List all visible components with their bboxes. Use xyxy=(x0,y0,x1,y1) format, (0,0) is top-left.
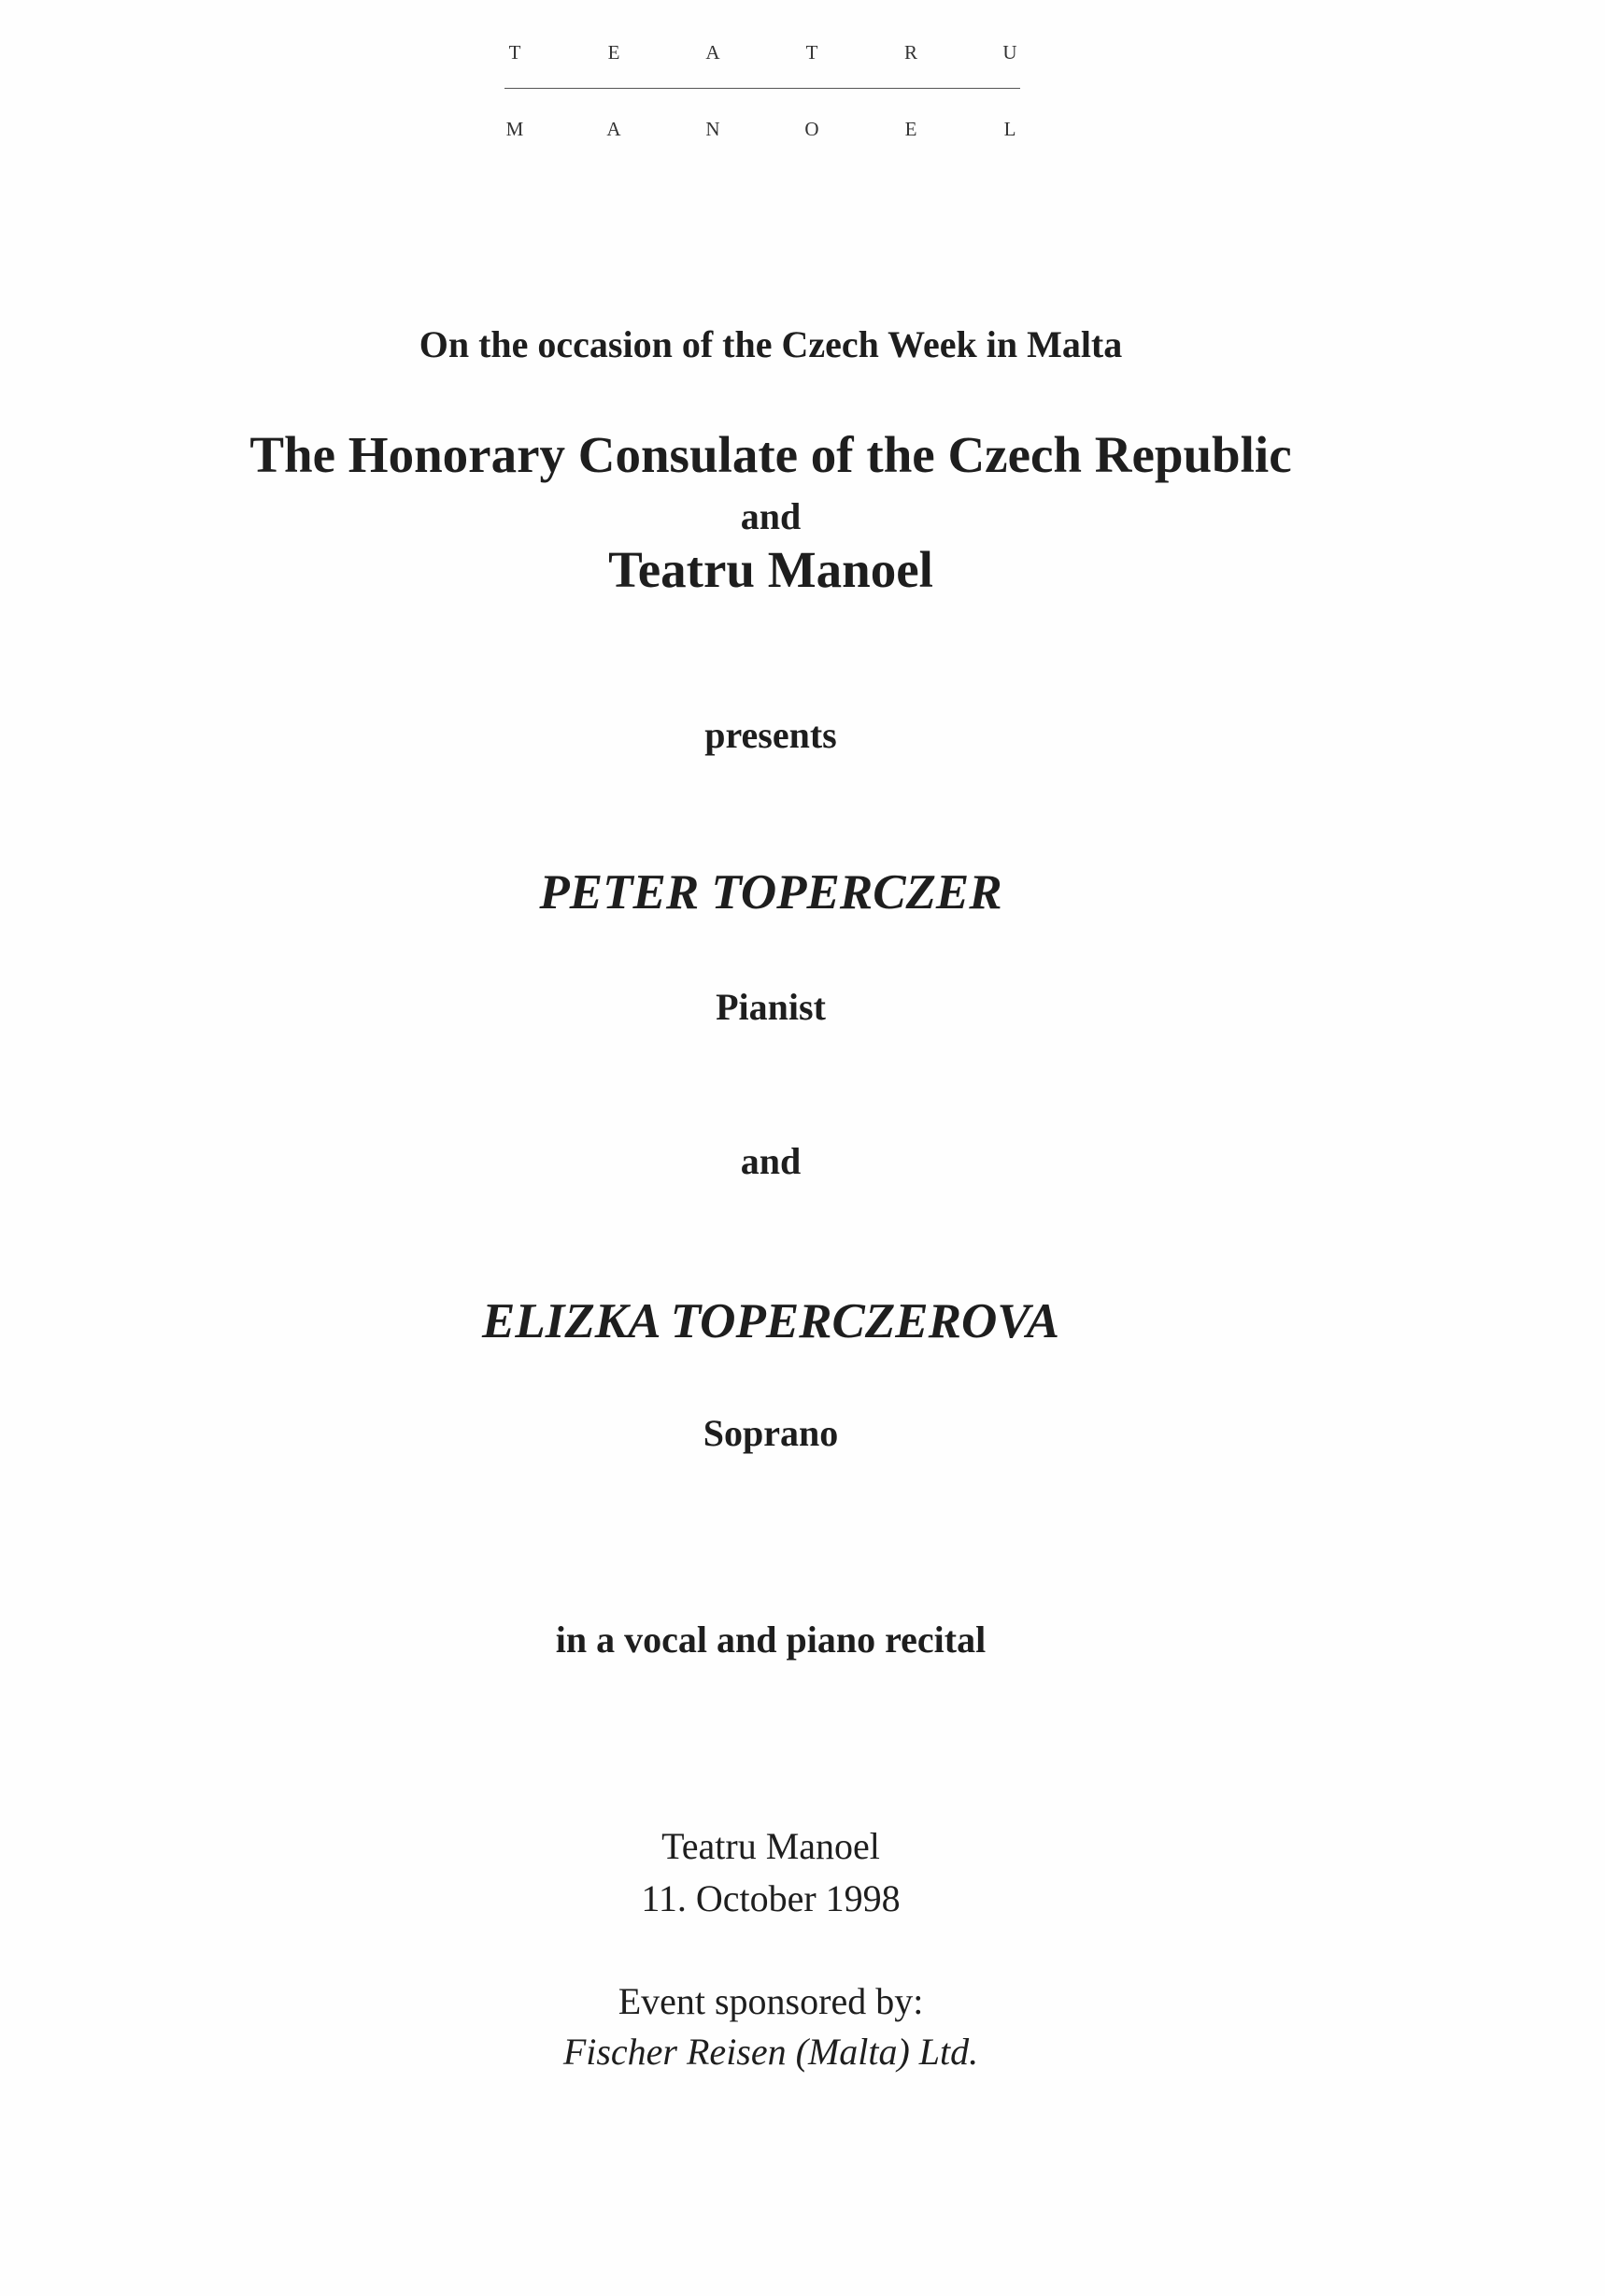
sponsor-name: Fischer Reisen (Malta) Ltd. xyxy=(562,2031,979,2073)
pianist-role: Pianist xyxy=(716,986,826,1028)
performer-conjunction: and xyxy=(740,1140,802,1182)
logo-letter: U xyxy=(1002,41,1017,64)
logo-letter: E xyxy=(904,118,917,140)
logo-bottom-row xyxy=(504,118,1020,146)
logo-letter: T xyxy=(805,41,818,64)
logo-top-row xyxy=(504,41,1020,69)
event-date: 11. October 1998 xyxy=(641,1877,901,1919)
presents-line: presents xyxy=(704,714,837,756)
pianist-name: PETER TOPERCZER xyxy=(539,865,1002,920)
logo-letter: R xyxy=(903,41,917,64)
host-consulate: The Honorary Consulate of the Czech Republic xyxy=(249,426,1292,483)
event-type: in a vocal and piano recital xyxy=(555,1619,987,1661)
occasion-line: On the occasion of the Czech Week in Malta xyxy=(419,323,1123,365)
host-conjunction: and xyxy=(740,495,802,537)
logo-letter: A xyxy=(705,41,720,64)
logo-letter: E xyxy=(607,41,620,64)
event-venue: Teatru Manoel xyxy=(661,1825,880,1867)
soprano-name: ELIZKA TOPERCZEROVA xyxy=(482,1294,1059,1348)
logo-divider xyxy=(504,88,1020,89)
logo-letter: N xyxy=(705,118,720,140)
host-theatre: Teatru Manoel xyxy=(608,541,933,598)
logo-letter: A xyxy=(606,118,621,140)
teatru-manoel-logo xyxy=(504,39,1020,151)
logo-letter: O xyxy=(804,118,819,140)
soprano-role: Soprano xyxy=(703,1412,839,1454)
sponsor-label: Event sponsored by: xyxy=(618,1980,924,2022)
logo-letter: M xyxy=(505,118,524,140)
logo-letter: L xyxy=(1003,118,1016,140)
logo-letter: T xyxy=(508,41,521,64)
